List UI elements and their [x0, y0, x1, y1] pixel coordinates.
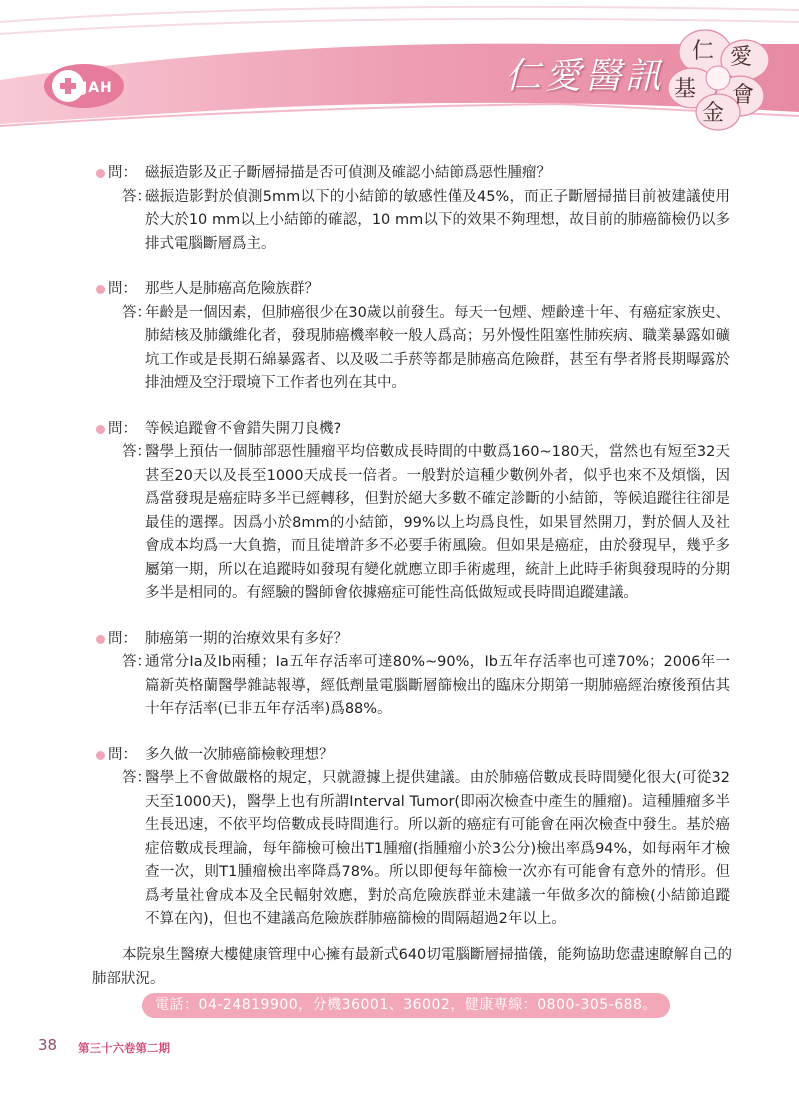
question-text: 磁振造影及正子斷層掃描是否可偵測及確認小結節爲惡性腫瘤？: [145, 165, 551, 181]
question-text: 那些人是肺癌高危險族群？: [145, 281, 319, 297]
question-text: 多久做一次肺癌篩檢較理想？: [145, 746, 334, 763]
answer-label: 答：: [122, 188, 151, 205]
issue-label: 第三十六卷第二期: [78, 1041, 170, 1055]
answer-label: 答：: [122, 770, 151, 786]
answer-text: 年齡是一個因素，但肺癌很少在30歲以前發生。每天一包煙、煙齡達十年、有癌症家族史、肺結核及肺纖維化者，發現肺癌機率較一般人爲高；另外慢性阻塞性肺疾病、職業暴露如礦坑工作或是長期石綿暴露者、以及吸二手菸等都是肺癌高危險群，甚至有學者將長期曝露於排油煙及空汙環境下工作者也列在其中。: [145, 304, 730, 391]
answer-label: 答：: [122, 654, 151, 670]
question-label: 問：: [108, 278, 145, 302]
qa-item-5: [108, 744, 730, 932]
question-label: 問：: [108, 418, 145, 442]
answer-text: 醫學上不會做嚴格的規定，只就證據上提供建議。由於肺癌倍數成長時間變化很大(可從32天至1000天)，醫學上也有所謂Interval Tumor(即兩次檢查中產生的腫瘤)。這種腫瘤多半生長迅速，不依平均倍數成長時間進行。所以新的癌症有可能會在兩次檢查中發生。基於癌症倍數成長理論，每年篩檢可檢出T1腫瘤(指腫瘤小於3公分)檢出率爲94%，如每兩年才檢查一次，則T1腫瘤檢出率降爲78%。所以即便每年篩檢一次亦有可能會有意外的情形。但爲考量社會成本及全民輻射效應，對於高危險族群並未建議一年做多次的篩檢(小結節追蹤不算在內)，但也不建議高危險族群肺癌篩檢的間隔超過2年以上。: [145, 770, 730, 927]
page-number: 38: [38, 1036, 58, 1054]
foundation-char-5: 會: [732, 83, 755, 108]
question-label: 問：: [108, 744, 145, 768]
answer-text: 醫學上預估一個肺部惡性腫瘤平均倍數成長時間的中數爲160~180天，當然也有短至32天甚至20天以及長至1000天成長一倍者。一般對於這種少數例外者，似乎也來不及煩惱，因爲當發現是癌症時多半已經轉移，但對於絕大多數不確定診斷的小結節，等候追蹤往往卻是最佳的選擇。因爲小於8mm的小結節，99%以上均爲良性，如果冒然開刀，對於個人及社會成本均爲一大負擔，而且徒增許多不必要手術風險。但如果是癌症，由於發現早，幾乎多屬第一期，所以在追蹤時如發現有變化就應立即手術處理，統計上此時手術與發現時的分期多半是相同的。有經驗的醫師會依據癌症可能性高低做短或長時間追蹤建議。: [145, 444, 730, 601]
qa-item-4: [108, 628, 730, 722]
qa-section: [108, 162, 730, 954]
logo-text: JAH: [82, 80, 113, 96]
answer-text: 通常分Ia及Ib兩種；Ia五年存活率可達80%~90%，Ib五年存活率也可達70%；2006年一篇新英格蘭醫學雜誌報導，經低劑量電腦斷層篩檢出的臨床分期第一期肺癌經治療後預估其十年存活率(已非五年存活率)爲88%。: [145, 654, 730, 717]
question-text: 肺癌第一期的治療效果有多好？: [145, 630, 348, 647]
question-label: 問：: [108, 162, 145, 186]
question-label: 問：: [108, 628, 145, 652]
foundation-char-3: 基: [674, 77, 697, 102]
header-background: [0, 0, 799, 140]
contact-banner: 電話：04-24819900，分機36001、36002，健康專線：0800-305-688。: [142, 993, 670, 1018]
foundation-char-4: 金: [702, 101, 725, 126]
foundation-char-2: 愛: [730, 45, 753, 70]
magazine-title: 仁愛醫訊: [505, 56, 666, 97]
qa-item-2: [108, 278, 730, 396]
answer-text: 磁振造影對於偵測5mm以下的小結節的敏感性僅及45%，而正子斷層掃描目前被建議使用於大於10 mm以上小結節的確認，10 mm以下的效果不夠理想，故目前的肺癌篩檢仍以多排式電腦斷層爲主。: [145, 188, 730, 252]
answer-label: 答：: [122, 444, 151, 460]
foundation-char-1: 仁: [692, 39, 715, 64]
question-text: 等候追蹤會不會錯失開刀良機?: [145, 420, 342, 437]
closing-paragraph: 本院泉生醫療大樓健康管理中心擁有最新式640切電腦斷層掃描儀，能夠協助您盡速瞭解自己的肺部狀況。: [92, 947, 732, 987]
answer-label: 答：: [122, 304, 151, 321]
qa-item-1: [108, 162, 730, 256]
header-banner: [0, 0, 799, 140]
qa-item-3: [108, 418, 730, 606]
